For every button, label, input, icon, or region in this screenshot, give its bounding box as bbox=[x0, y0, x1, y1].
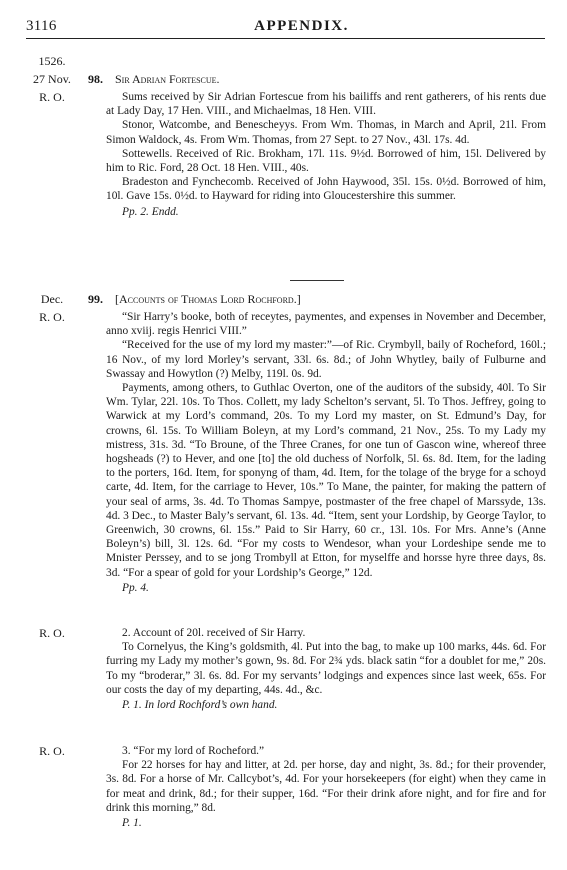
entry-title: Sir Adrian Fortescue. bbox=[115, 72, 220, 86]
entry-number: 2. bbox=[122, 627, 131, 639]
entry-body bbox=[106, 744, 546, 830]
paragraph: “Received for the use of my lord my master:”—of Ric. Crymbyll, baily of Rocheford, 160l.; 16 Nov., of my lord Morley’s servant, 33l. 6s. 8d.; of John Whytley, baily of Fulburne and Swassay and Howytlon (?) Melby, 119l. 0s. 9d. bbox=[106, 339, 546, 380]
entry-title: “For my lord of Rocheford.” bbox=[133, 745, 265, 757]
entry-number: 3. bbox=[122, 745, 131, 757]
entry-footnote: P. 1. bbox=[122, 817, 142, 830]
entry-title: Account of 20l. received of Sir Harry. bbox=[132, 627, 306, 639]
entry-heading bbox=[88, 292, 301, 306]
paragraph: Payments, among others, to Guthlac Overton, one of the auditors of the subsidy, 40l. To Sir Wm. Tylar, 22l. 10s. To Thos. Collett, my lady Schelton’s servant, 5l. To Thos. Jeffrey, going to Warwick at my Lord’s command, 20s. To my Lord my master, on St. Edmund’s Day, for crowns, 6l. 15s. To William Boleyn, at my Lord’s command, 21 Nov., 25s. To my Lady my mistress, 31s. 3d. “To Broune, of the Three Cranes, for one tun of Gascon wine, whereof three hogsheads (?) to Hever, and one [to] the old duchess of Norfolk, 5l. 6s. 8d. Item, for the lading to the porters, 16d. Item, for sponyng of tham, 4d. Item, for the tolage of the bryge for a schoyd carte, 4d. Item, for the carriage to Hever, 10s.” To Mane, the painter, for making the pattern of your seal of arms, 3s. 4d. To Thomas Sampye, postmaster of the free chapel of Marssyde, 13s. 4d. 3 Dec., to Master Baly’s servant, 6l. 13s. 4d. “Item, sent your Lordship, by George Taylor, to Greenwich, 30 crowns, 6l. 15s.” Paid to Sir Harry, 60 cr., 13l. 10s. For Mrs. Anne’s (Anne Boleyn’s) bill, 3l. 12s. 6d. “For my costs to Wendesor, whan your Lordeshipe sende me to Mnister Perssey, and to se jong Trombyll at Etton, for myselffe and horsse hyre three days, 8s. 3d. “For a spear of gold for your Lordship’s George,” 12d. bbox=[106, 382, 546, 579]
entry-number: 99. bbox=[88, 292, 103, 306]
paragraph: For 22 horses for hay and litter, at 2d. per horse, day and night, 3s. 8d.; for their provender, 3s. 8d. For a horse of Mr. Callcybot’s, 4d. For your horsekeepers (for eight) when they came in for meat and drink, 8d.; for their supper, 16d. “For their drink afore night, and for fire and for drink this morning,” 8d. bbox=[106, 759, 546, 814]
paragraph: To Cornelyus, the King’s goldsmith, 4l. Put into the bag, to make up 100 marks, 44s. 6d. For furring my Lady my mother’s gown, 9s. 8d. For 2¾ yds. black satin “for a doublet for me,” 20s. To my “broderar,” 3l. 6s. 8d. For my servants’ lodgings and expences since last week, 65s. For our costs the day of my departing, 44s. 4d., &c. bbox=[106, 641, 546, 696]
header-rule bbox=[26, 38, 545, 39]
margin-source: R. O. bbox=[39, 626, 65, 640]
margin-date: 27 Nov. bbox=[33, 72, 71, 86]
running-title: APPENDIX. bbox=[254, 18, 349, 34]
paragraph: Sums received by Sir Adrian Fortescue from his bailiffs and rent gatherers, of his rents due at Lady Day, 17 Hen. VIII., and Michaelmas, 18 Hen. VIII. bbox=[106, 91, 546, 118]
page-number: 3116 bbox=[26, 18, 57, 34]
entry-heading bbox=[88, 72, 220, 86]
entry-footnote: P. 1. In lord Rochford’s own hand. bbox=[122, 699, 278, 712]
section-divider bbox=[290, 280, 344, 281]
entry-footnote: Pp. 4. bbox=[122, 581, 149, 594]
entry-heading bbox=[106, 626, 546, 640]
entry-heading bbox=[106, 744, 546, 758]
entry-body bbox=[106, 626, 546, 712]
paragraph: Bradeston and Fynchecomb. Received of John Haywood, 35l. 15s. 0½d. Borrowed of him, 10l. Gave 15s. 0½d. to Hayward for riding into Gloucestershire this summer. bbox=[106, 176, 546, 203]
paragraph: Sottewells. Received of Ric. Brokham, 17l. 11s. 9½d. Borrowed of him, 15l. Delivered by him to Ric. Ford, 28 Oct. 18 Hen. VIII., 40s. bbox=[106, 147, 546, 175]
margin-year: 1526. bbox=[38, 54, 66, 68]
margin-source: R. O. bbox=[39, 310, 65, 324]
margin-source: R. O. bbox=[39, 744, 65, 758]
page-header bbox=[26, 18, 547, 40]
paragraph: Stonor, Watcombe, and Benescheyys. From Wm. Thomas, in March and April, 21l. From Simon Waldock, 4s. From Wm. Thomas, from 27 Sept. to 27 Nov., 43l. 17s. 4d. bbox=[106, 119, 546, 146]
entry-body bbox=[106, 90, 546, 219]
entry-title: [Accounts of Thomas Lord Rochford.] bbox=[115, 292, 301, 306]
margin-date: Dec. bbox=[40, 292, 64, 306]
margin-source: R. O. bbox=[39, 90, 65, 104]
paragraph: “Sir Harry’s booke, both of receytes, paymentes, and expenses in November and December, anno xviij. regis Henrici VIII.” bbox=[106, 311, 546, 338]
entry-body bbox=[106, 310, 546, 595]
entry-footnote: Pp. 2. Endd. bbox=[122, 205, 179, 218]
entry-number: 98. bbox=[88, 72, 103, 86]
